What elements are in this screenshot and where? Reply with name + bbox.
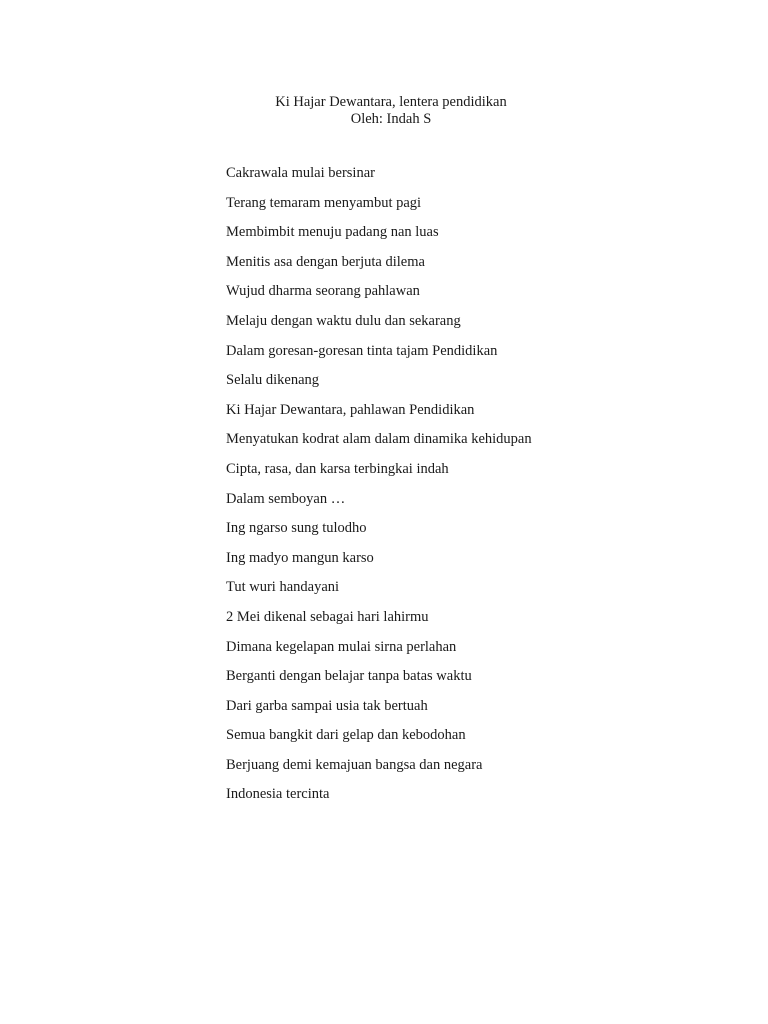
poem-line: Membimbit menuju padang nan luas: [226, 224, 439, 241]
poem-body: [226, 165, 532, 816]
poem-line: Selalu dikenang: [226, 372, 320, 389]
poem-line: 2 Mei dikenal sebagai hari lahirmu: [226, 608, 429, 625]
poem-line: Berganti dengan belajar tanpa batas waktu: [226, 668, 472, 685]
poem-line: Melaju dengan waktu dulu dan sekarang: [226, 312, 461, 329]
poem-line: Cipta, rasa, dan karsa terbingkai indah: [226, 460, 449, 477]
poem-line: Wujud dharma seorang pahlawan: [226, 283, 420, 300]
poem-line: Berjuang demi kemajuan bangsa dan negara: [226, 756, 483, 773]
poem-line: Dari garba sampai usia tak bertuah: [226, 697, 428, 714]
author-line: Oleh: Indah S: [350, 111, 432, 127]
poem-line: Ing madyo mangun karso: [226, 549, 374, 566]
poem-line: Dalam semboyan …: [226, 490, 346, 507]
poem-line: Indonesia tercinta: [226, 786, 330, 803]
poem-title: Ki Hajar Dewantara, lentera pendidikan: [275, 94, 507, 110]
poem-line: Ing ngarso sung tulodho: [226, 520, 367, 537]
poem-line: Terang temaram menyambut pagi: [226, 194, 422, 211]
poem-line: Semua bangkit dari gelap dan kebodohan: [226, 727, 466, 744]
poem-line: Dalam goresan-goresan tinta tajam Pendidikan: [226, 342, 498, 359]
poem-line: Cakrawala mulai bersinar: [226, 165, 375, 181]
poem-line: Menitis asa dengan berjuta dilema: [226, 253, 425, 270]
poem-line: Dimana kegelapan mulai sirna perlahan: [226, 638, 457, 655]
poem-line: Ki Hajar Dewantara, pahlawan Pendidikan: [226, 401, 475, 418]
title-block: [0, 94, 768, 128]
poem-line: Tut wuri handayani: [226, 579, 340, 596]
poem-line: Menyatukan kodrat alam dalam dinamika kehidupan: [226, 431, 532, 448]
